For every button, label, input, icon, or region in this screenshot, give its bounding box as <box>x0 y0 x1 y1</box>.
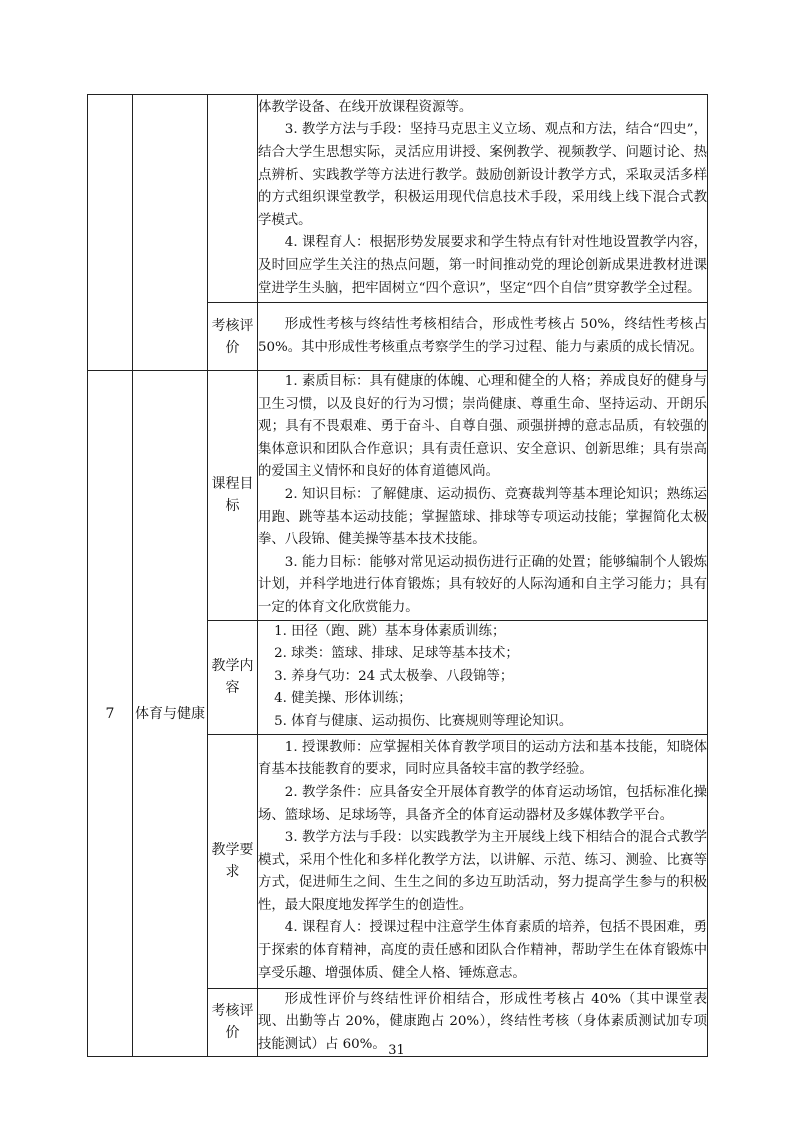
teaching-content-list <box>258 620 708 734</box>
paragraph: 形成性评价与终结性评价相结合，形成性考核占 40%（其中课堂表现、出勤等占 20%，健康跑占 20%），终结性考核（身体素质测试加专项技能测试）占 60%。 <box>258 991 707 1052</box>
list-item: 5. 体育与健康、运动损伤、比赛规则等理论知识。 <box>274 713 573 729</box>
teaching-requirements-continued <box>258 95 708 303</box>
paragraph: 体教学设备、在线开放课程资源等。 <box>258 99 473 115</box>
paragraph: 形成性考核与终结性考核相结合，形成性考核占 50%，终结性考核占 50%。其中形成性考核重点考察学生的学习过程、能力与素质的成长情况。 <box>258 316 707 355</box>
list-item: 1. 田径（跑、跳）基本身体素质训练； <box>274 623 506 639</box>
teaching-requirements-content <box>258 734 708 988</box>
list-item: 4. 健美操、形体训练； <box>274 691 412 707</box>
section-label-assessment: 考核评价 <box>208 303 258 371</box>
section-label-objectives: 课程目标 <box>208 371 258 621</box>
list-item: 3. 养身气功：24 式太极拳、八段锦等； <box>274 668 514 684</box>
table-row <box>88 95 708 303</box>
paragraph: 3. 教学方法与手段：坚持马克思主义立场、观点和方法，结合“四史”，结合大学生思想实际，灵活应用讲授、案例教学、视频教学、问题讨论、热点辨析、实践教学等方法进行教学。鼓励创新设计教学方式，采取灵活多样的方式组织课堂教学，积极运用现代信息技术手段，采用线上线下混合式教学模式。 <box>258 122 707 228</box>
curriculum-table <box>87 94 708 1057</box>
paragraph: 1. 授课教师：应掌握相关体育教学项目的运动方法和基本技能，知晓体育基本技能教育的要求，同时应具备较丰富的教学经验。 <box>258 739 707 778</box>
paragraph: 1. 素质目标：具有健康的体魄、心理和健全的人格；养成良好的健身与卫生习惯，以及良好的行为习惯；崇尚健康、尊重生命、坚持运动、开朗乐观；具有不畏艰难、勇于奋斗、自尊自强、顽强拼搏的意志品质，有较强的集体意识和团队合作意识；具有责任意识、安全意识、创新思维；具有崇高的爱国主义情怀和良好的体育道德风尚。 <box>258 374 707 480</box>
paragraph: 2. 知识目标：了解健康、运动损伤、竞赛裁判等基本理论知识；熟练运用跑、跳等基本运动技能；掌握篮球、排球等专项运动技能；掌握简化太极拳、八段锦、健美操等基本技术技能。 <box>258 486 707 548</box>
course-name-cell <box>133 95 208 371</box>
course-objectives-content <box>258 371 708 621</box>
paragraph: 2. 教学条件：应具备安全开展体育教学的体育运动场馆，包括标准化操场、篮球场、足球场等，具备齐全的体育运动器材及多媒体教学平台。 <box>258 784 707 823</box>
course-number-cell: 7 <box>88 371 133 1057</box>
paragraph: 3. 教学方法与手段：以实践教学为主开展线上线下相结合的混合式教学模式，采用个性化和多样化教学方法，以讲解、示范、练习、测验、比赛等方式，促进师生之间、生生之间的多边互助活动，努力提高学生参与的积极性，最大限度地发挥学生的创造性。 <box>258 830 707 913</box>
paragraph: 4. 课程育人：授课过程中注意学生体育素质的培养，包括不畏困难，勇于探索的体育精神，高度的责任感和团队合作精神，帮助学生在体育锻炼中享受乐趣、增强体质、健全人格、锤炼意志。 <box>258 920 707 981</box>
section-label-assessment: 考核评价 <box>208 988 258 1057</box>
assessment-content <box>258 303 708 371</box>
list-item: 2. 球类：篮球、排球、足球等基本技术； <box>274 646 519 662</box>
course-name-cell: 体育与健康 <box>133 371 208 1057</box>
paragraph: 4. 课程育人：根据形势发展要求和学生特点有针对性地设置教学内容，及时回应学生关注的热点问题，第一时间推动党的理论创新成果进教材进课堂进学生头脑，把牢固树立“四个意识”，坚定“四个自信”贯穿教学全过程。 <box>258 235 707 296</box>
section-label <box>208 95 258 303</box>
paragraph: 3. 能力目标：能够对常见运动损伤进行正确的处置；能够编制个人锻炼计划，并科学地进行体育锻炼；具有较好的人际沟通和自主学习能力；具有一定的体育文化欣赏能力。 <box>258 554 707 615</box>
section-label-content: 教学内容 <box>208 620 258 734</box>
section-label-requirements: 教学要求 <box>208 734 258 988</box>
course-number-cell <box>88 95 133 371</box>
table-row <box>88 371 708 621</box>
page-number: 31 <box>388 1043 405 1058</box>
